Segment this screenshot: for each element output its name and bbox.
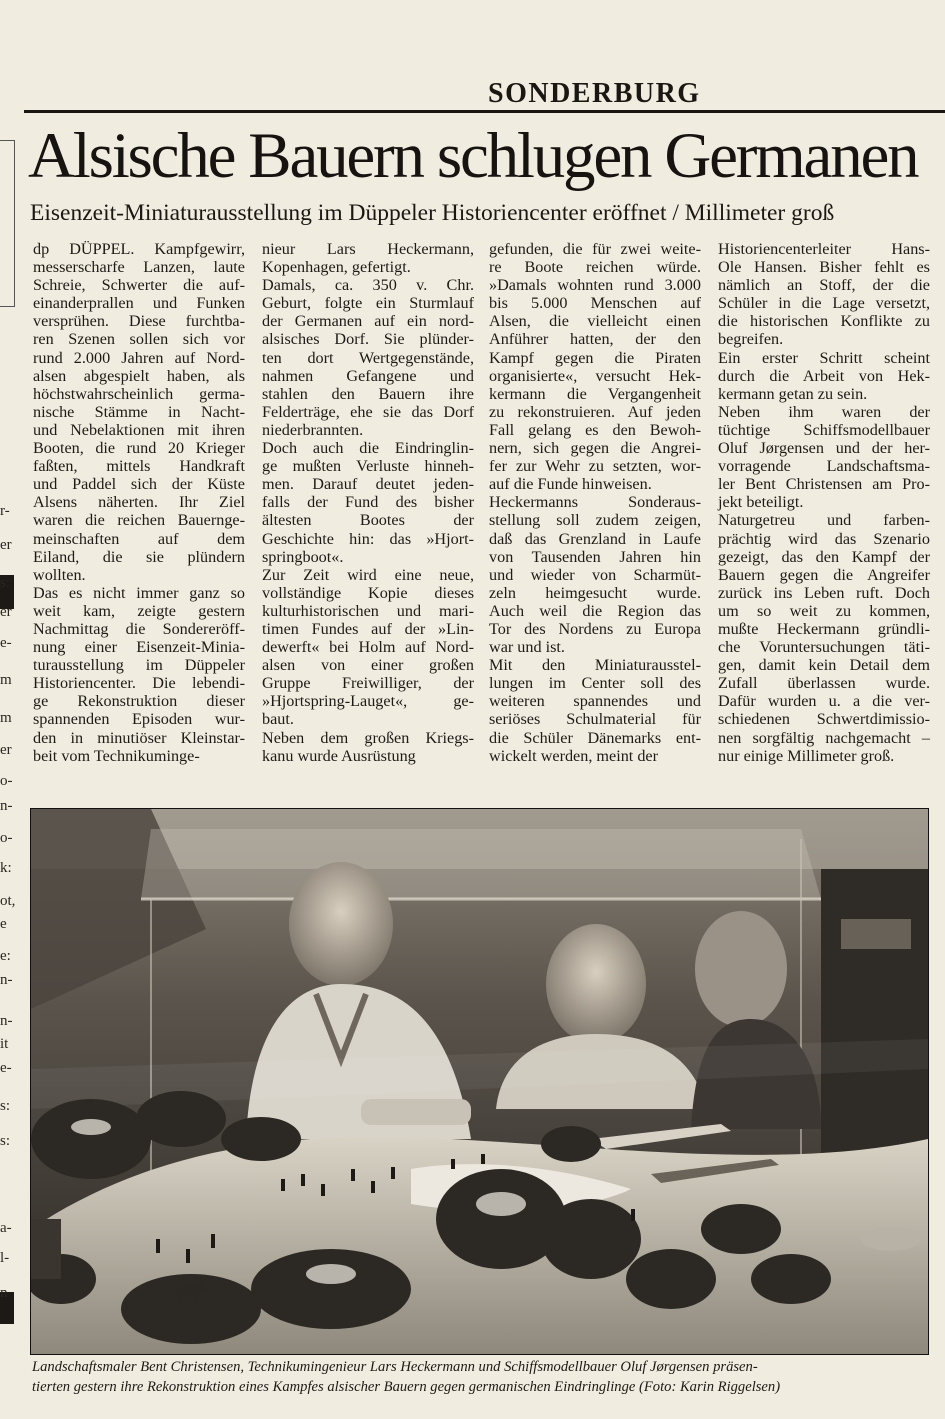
article-line: und Nebelaktionen mit ihren — [33, 420, 245, 439]
article-line: meinschaften auf dem — [33, 529, 245, 548]
article-line: ge Rekonstruktion dieser — [33, 692, 245, 711]
article-column-2 — [262, 240, 474, 765]
article-line: Mit den Miniaturausstel- — [489, 656, 701, 675]
article-line: versprühen. Diese furchtba- — [33, 312, 245, 331]
article-line: vollständige Kopie dieses — [262, 583, 474, 602]
article-line: Neben ihm waren der — [718, 402, 930, 421]
person-head-center — [546, 924, 646, 1044]
adjacent-article-fragment: s: — [0, 1133, 11, 1149]
adjacent-article-fragment: n- — [0, 798, 13, 814]
article-line: vorragende Landschaftsma- — [718, 457, 930, 476]
article-line: Kampf gegen die Piraten — [489, 348, 701, 367]
adjacent-article-frame — [0, 140, 15, 307]
article-line: Historiencenter. Die lebendi- — [33, 674, 245, 693]
adjacent-article-fragment: o- — [0, 830, 13, 846]
caption-line: Landschaftsmaler Bent Christensen, Technikumingenieur Lars Heckermann und Schiffsmodellbauer Oluf Jørgensen präsen- — [32, 1359, 758, 1375]
article-line: organisierte«, versucht Hek- — [489, 366, 701, 385]
article-line: Nachmittag die Sondereröff- — [33, 619, 245, 638]
article-line: Das es nicht immer ganz so — [33, 583, 245, 602]
article-line: Alsens näherten. Ihr Ziel — [33, 493, 245, 512]
article-line: zeln heimgesucht wurde. — [489, 583, 701, 602]
adjacent-article-fragment: n- — [0, 972, 13, 988]
article-line: Geschichte hin: das »Hjort- — [262, 529, 474, 548]
article-line: einanderprallen und Funken — [33, 294, 245, 313]
article-line: mußte Heckermann gründli- — [718, 619, 930, 638]
article-line: nen sorgfältig nachgemacht – — [718, 728, 930, 747]
adjacent-article-fragment: it — [0, 1036, 9, 1052]
article-line: nämlich an Stoff, der die — [718, 276, 930, 295]
article-line: Historiencenterleiter Hans- — [718, 240, 930, 258]
article-line: Tor des Nordens zu Europa — [489, 619, 701, 638]
article-line: nern, sich gegen die Angrei- — [489, 439, 701, 458]
article-line: prächtig wird das Szenario — [718, 529, 930, 548]
article-line: Oluf Jørgensen und der her- — [718, 439, 930, 458]
article-line: rund 2.000 Jahren auf Nord- — [33, 348, 245, 367]
article-line: nieur Lars Heckermann, — [262, 240, 474, 258]
photo-illustration — [31, 809, 928, 1354]
article-line: waren die reichen Bauernge- — [33, 511, 245, 530]
article-line: Zur Zeit wird eine neue, — [262, 565, 474, 584]
article-line: wickelt werden, meint der — [489, 746, 659, 765]
adjacent-article-fragment: o- — [0, 773, 13, 789]
adjacent-article-fragment: e- — [0, 635, 12, 651]
article-line: tüchtige Schiffsmodellbauer — [718, 420, 930, 439]
article-line: gefunden, die für zwei weite- — [489, 240, 701, 258]
article-line: wollten. — [33, 565, 86, 584]
article-line: lungen im Center soll des — [489, 674, 701, 693]
article-line: springboot«. — [262, 547, 344, 566]
adjacent-article-fragment: ot, — [0, 893, 16, 909]
article-line: alsen von einer großen — [262, 656, 474, 675]
article-line: Alsen, die vielleicht einen — [489, 312, 701, 331]
article-line: Kopenhagen, gefertigt. — [262, 258, 411, 277]
adjacent-article-fragment: n — [0, 1285, 8, 1301]
article-line: ren Szenen sollen sich vor — [33, 330, 245, 349]
article-line: zurück ins Leben ruft. Doch — [718, 583, 930, 602]
article-line: Bauern gegen die Angreifer — [718, 565, 930, 584]
article-column-1 — [33, 240, 245, 765]
article-line: zu rekonstruieren. Auf jeden — [489, 402, 701, 421]
article-line: die historischen Konflikte zu — [718, 312, 930, 331]
article-line: schiedenen Schwertdimissio- — [718, 710, 930, 729]
article-line: Booten, die rund 20 Krieger — [33, 439, 245, 458]
person-head-left — [289, 862, 393, 986]
article-line: Auch weil die Region das — [489, 601, 701, 620]
article-line: che Voruntersuchungen täti- — [718, 638, 930, 657]
article-line: re Boote reichen würde. — [489, 258, 701, 277]
article-line: alsisches Dorf. Sie plünder- — [262, 330, 474, 349]
adjacent-article-strip — [0, 120, 22, 1419]
article-line: Naturgetreu und farben- — [718, 511, 930, 530]
article-line: nische Stämme in Nacht- — [33, 402, 245, 421]
article-line: höchstwahrscheinlich germa- — [33, 384, 245, 403]
article-line: Schüler in die Lage versetzt, — [718, 294, 930, 313]
article-line: ge mußten Verluste hinneh- — [262, 457, 474, 476]
section-label: SONDERBURG — [488, 78, 701, 109]
article-photo — [30, 808, 929, 1355]
adjacent-article-fragment: s: — [0, 1098, 11, 1114]
article-line: dp DÜPPEL. Kampfgewirr, — [33, 240, 245, 258]
article-line: kermann die Vergangenheit — [489, 384, 701, 403]
article-line: durch die Arbeit von Hek- — [718, 366, 930, 385]
article-line: daß das Grenzland in Laufe — [489, 529, 701, 548]
article-line: nung einer Eisenzeit-Minia- — [33, 638, 245, 657]
article-line: nahmen Gefangene und — [262, 366, 474, 385]
article-line: falls der Fund des bisher — [262, 493, 474, 512]
article-column-4 — [718, 240, 930, 765]
adjacent-article-fragment: k: — [0, 860, 12, 876]
article-line: men. Darauf deutet jeden- — [262, 475, 474, 494]
article-line: kermann getan zu sein. — [718, 384, 868, 403]
article-line: den in minutiöser Kleinstar- — [33, 728, 245, 747]
article-line: baut. — [262, 710, 294, 729]
article-line: seriöses Schulmaterial für — [489, 710, 701, 729]
article-line: spannenden Episoden wur- — [33, 710, 245, 729]
adjacent-article-fragment: l- — [0, 1250, 10, 1266]
article-line: und Paddel sich der Küste — [33, 475, 245, 494]
article-line: Geburt, folgte ein Sturmlauf — [262, 294, 474, 313]
adjacent-article-fragment: er — [0, 604, 12, 620]
article-line: Neben dem großen Kriegs- — [262, 728, 474, 747]
adjacent-article-fragment: e: — [0, 948, 11, 964]
adjacent-article-fragment: r- — [0, 503, 10, 519]
article-line: nur einige Millimeter groß. — [718, 746, 895, 765]
article-line: alsen abgespielt haben, als — [33, 366, 245, 385]
article-line: kulturhistorischen und mari- — [262, 601, 474, 620]
article-line: begreifen. — [718, 330, 784, 349]
article-line: auf die Funde hinweisen. — [489, 475, 652, 494]
article-line: gen, damit kein Detail dem — [718, 656, 930, 675]
article-line: Doch auch die Eindringlin- — [262, 439, 474, 458]
article-line: weiteren spannendes und — [489, 692, 701, 711]
article-line: beit vom Technikuminge- — [33, 746, 200, 765]
subheadline: Eisenzeit-Miniaturausstellung im Düppeler Historiencenter eröffnet / Millimeter groß — [30, 200, 835, 226]
adjacent-article-fragment: er — [0, 537, 12, 553]
article-line: der Germanen auf ein nord- — [262, 312, 474, 331]
article-line: Ole Hansen. Bisher fehlt es — [718, 258, 930, 277]
article-line: »Hjortspring-Lauget«, ge- — [262, 692, 474, 711]
article-line: niederbrannten. — [262, 420, 364, 439]
adjacent-article-fragment: m — [0, 672, 12, 688]
article-line: bis 5.000 Menschen auf — [489, 294, 701, 313]
article-line: Eiland, die sie plündern — [33, 547, 245, 566]
article-line: Gruppe Freiwilliger, der — [262, 674, 474, 693]
article-line: messerscharfe Lanzen, laute — [33, 258, 245, 277]
article-line: Anführer hatten, der den — [489, 330, 701, 349]
person-head-right — [695, 911, 787, 1027]
article-line: dewerft« bei Holm auf Nord- — [262, 638, 474, 657]
article-line: kanu wurde Ausrüstung — [262, 746, 416, 765]
adjacent-article-fragment: s: — [0, 575, 11, 591]
article-line: und wieder von Scharmüt- — [489, 565, 701, 584]
article-line: Damals, ca. 350 v. Chr. — [262, 276, 474, 295]
adjacent-article-fragment: n- — [0, 1013, 13, 1029]
article-line: gezeigt, das den Kampf der — [718, 547, 930, 566]
article-line: faßten, mittels Handkraft — [33, 457, 245, 476]
section-rule — [24, 110, 945, 113]
article-line: ten dort Wertgegenstände, — [262, 348, 474, 367]
photo-caption — [32, 1358, 925, 1397]
adjacent-article-fragment: er — [0, 742, 12, 758]
article-column-3 — [489, 240, 701, 765]
article-line: um so weit zu kommen, — [718, 601, 930, 620]
article-line: ältesten Bootes der — [262, 511, 474, 530]
article-line: Dafür wurden u. a die ver- — [718, 692, 930, 711]
article-line: stahlen den Bauern ihre — [262, 384, 474, 403]
caption-line: tierten gestern ihre Rekonstruktion eines Kampfes alsischer Bauern gegen germanischen Eindringlinge (Foto: Karin Riggelsen) — [32, 1378, 781, 1395]
article-line: jekt beteiligt. — [718, 493, 804, 512]
article-line: turausstellung im Düppeler — [33, 656, 245, 675]
article-line: weit kam, zeigte gestern — [33, 601, 245, 620]
article-line: Heckermanns Sonderaus- — [489, 493, 701, 512]
article-line: die Schüler Dänemarks ent- — [489, 728, 701, 747]
article-line: Felderträge, ehe sie das Dorf — [262, 402, 474, 421]
article-line: Ein erster Schritt scheint — [718, 348, 930, 367]
article-line: timen Fundes auf der »Lin- — [262, 619, 474, 638]
adjacent-article-fragment: m — [0, 710, 12, 726]
article-line: »Damals wohnten rund 3.000 — [489, 276, 701, 295]
article-line: fer zur Wehr zu setzten, wor- — [489, 457, 701, 476]
article-line: stellung soll zudem zeigen, — [489, 511, 701, 530]
article-line: Schreie, Schwerter die auf- — [33, 276, 245, 295]
adjacent-article-fragment: e- — [0, 1060, 12, 1076]
article-line: Zufall überlassen wurde. — [718, 674, 930, 693]
headline: Alsische Bauern schlugen Germanen — [28, 120, 918, 192]
article-line: Fall gelang es den Bewoh- — [489, 420, 701, 439]
article-line: ler Bent Christensen am Pro- — [718, 475, 930, 494]
article-line: von Tausenden Jahren hin — [489, 547, 701, 566]
article-line: war und ist. — [489, 638, 565, 657]
adjacent-article-fragment: a- — [0, 1220, 12, 1236]
adjacent-article-fragment: e — [0, 916, 7, 932]
